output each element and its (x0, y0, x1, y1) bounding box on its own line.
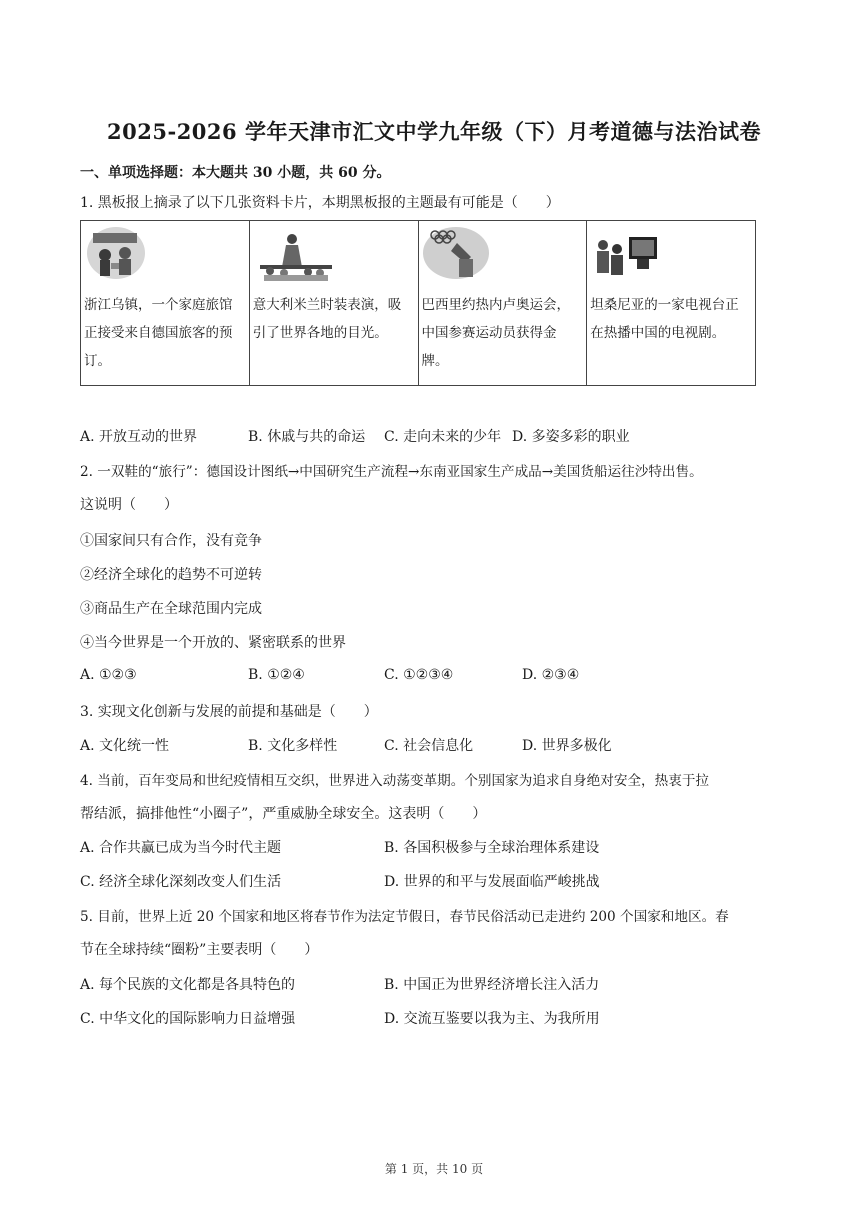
question-5-stem-cont: 节在全球持续“圈粉”主要表明（ ） (80, 942, 319, 958)
question-4-stem: 4. 当前，百年变局和世纪疫情相互交织，世界进入动荡变革期。个别国家为追求自身绝对安全，热衷于拉 (80, 773, 710, 789)
card-text: 坦桑尼亚的一家电视台正在热播中国的电视剧。 (590, 297, 739, 341)
option-c[interactable]: C. 中华文化的国际影响力日益增强 (80, 1011, 296, 1027)
card-text: 意大利米兰时装表演，吸引了世界各地的目光。 (252, 297, 402, 341)
homestay-photo-icon (85, 223, 147, 281)
option-b[interactable]: B. ①②④ (248, 667, 305, 683)
option-d[interactable]: D. 世界的和平与发展面临严峻挑战 (384, 874, 600, 890)
statement-item: ④当今世界是一个开放的、紧密联系的世界 (80, 635, 346, 651)
option-c[interactable]: C. 经济全球化深刻改变人们生活 (80, 874, 282, 890)
fashion-show-photo-icon (256, 227, 336, 285)
page-footer: 第 1 页，共 10 页 (384, 1162, 484, 1176)
option-b[interactable]: B. 各国积极参与全球治理体系建设 (384, 840, 600, 856)
section-heading: 一、单项选择题：本大题共 30 小题，共 60 分。 (80, 165, 391, 181)
resource-card (249, 221, 418, 386)
question-1-stem: 1. 黑板报上摘录了以下几张资料卡片，本期黑板报的主题最有可能是（ ） (80, 195, 560, 211)
olympics-photo-icon (421, 223, 491, 281)
statement-item: ①国家间只有合作，没有竞争 (80, 533, 262, 549)
tv-drama-photo-icon (591, 231, 661, 289)
option-a[interactable]: A. ①②③ (80, 667, 137, 683)
question-4-stem-cont: 帮结派，搞排他性“小圈子”，严重威胁全球安全。这表明（ ） (80, 806, 487, 822)
card-text: 巴西里约热内卢奥运会，中国参赛运动员获得金牌。 (421, 297, 570, 369)
option-d[interactable]: D. 世界多极化 (522, 738, 612, 754)
option-a[interactable]: A. 开放互动的世界 (80, 429, 198, 445)
option-c[interactable]: C. 社会信息化 (384, 738, 474, 754)
option-c[interactable]: C. 走向未来的少年 (384, 429, 502, 445)
statement-item: ③商品生产在全球范围内完成 (80, 601, 262, 617)
question-2-stem: 2. 一双鞋的“旅行”：德国设计图纸→中国研究生产流程→东南亚国家生产成品→美国货船运往沙特出售。 (80, 464, 703, 480)
exam-title: 2025-2026 学年天津市汇文中学九年级（下）月考道德与法治试卷 (107, 119, 761, 144)
resource-card (418, 221, 587, 386)
option-a[interactable]: A. 合作共赢已成为当今时代主题 (80, 840, 282, 856)
option-c[interactable]: C. ①②③④ (384, 667, 454, 683)
statement-item: ②经济全球化的趋势不可逆转 (80, 567, 262, 583)
question-5-stem: 5. 目前，世界上近 20 个国家和地区将春节作为法定节假日，春节民俗活动已走进约 200 个国家和地区。春 (80, 909, 729, 925)
card-text: 浙江乌镇，一个家庭旅馆正接受来自德国旅客的预订。 (84, 297, 233, 369)
option-b[interactable]: B. 休戚与共的命运 (248, 429, 366, 445)
option-a[interactable]: A. 文化统一性 (80, 738, 170, 754)
option-d[interactable]: D. 交流互鉴要以我为主、为我所用 (384, 1011, 600, 1027)
question-2-stem-cont: 这说明（ ） (80, 497, 178, 513)
resource-card (587, 221, 756, 386)
resource-cards-table (80, 220, 756, 386)
option-b[interactable]: B. 中国正为世界经济增长注入活力 (384, 977, 600, 993)
option-d[interactable]: D. 多姿多彩的职业 (512, 429, 630, 445)
option-a[interactable]: A. 每个民族的文化都是各具特色的 (80, 977, 296, 993)
resource-card (81, 221, 250, 386)
option-b[interactable]: B. 文化多样性 (248, 738, 338, 754)
question-3-stem: 3. 实现文化创新与发展的前提和基础是（ ） (80, 704, 378, 720)
option-d[interactable]: D. ②③④ (522, 667, 580, 683)
